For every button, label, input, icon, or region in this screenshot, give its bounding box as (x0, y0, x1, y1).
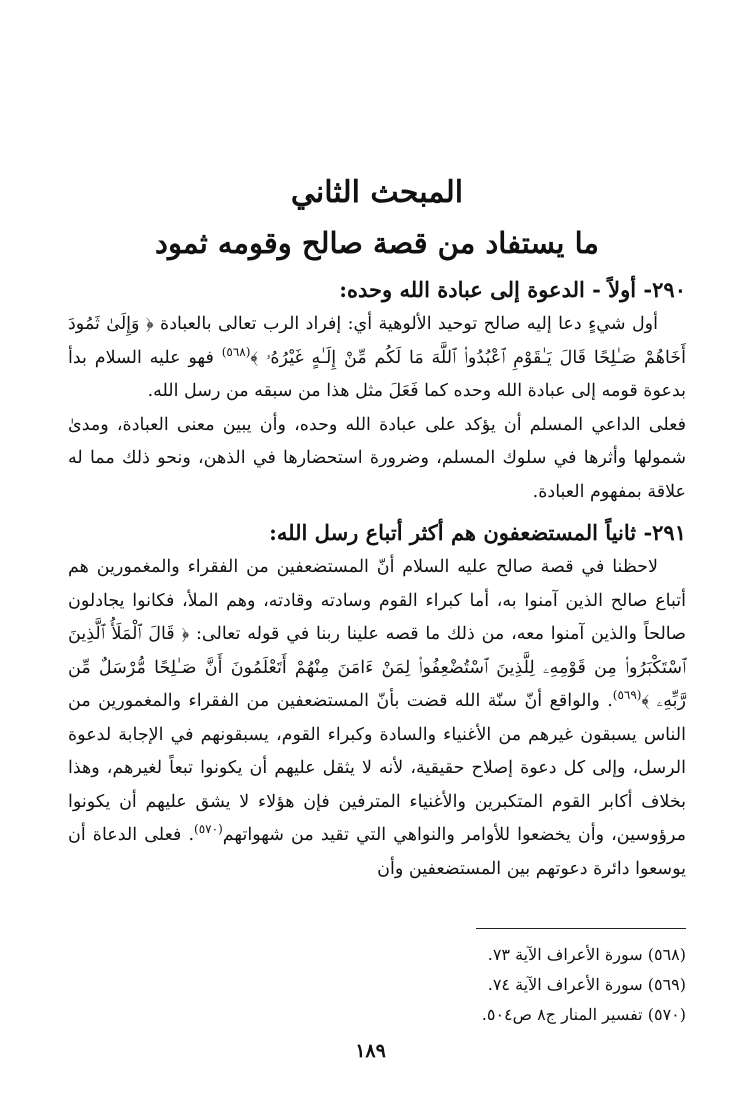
footnotes (286, 940, 686, 1030)
footnote-570: (٥٧٠) تفسير المنار ج٨ ص٥٠٤. (481, 1005, 686, 1024)
footnote-568: (٥٦٨) سورة الأعراف الآية ٧٣. (487, 945, 686, 964)
point-290-paragraph-2: فعلى الداعي المسلم أن يؤكد على عبادة الله وحده، وأن يبين معنى العبادة، ومدىٰ شمولها وأثرها في سلوك المسلم، وضرورة استحضارها في الذهن، ونحو ذلك مما له علاقة بمفهوم العبادة. (68, 414, 686, 502)
point-291-text-2: . والواقع أنّ سنّة الله قضت بأنّ المستضعفين من الفقراء والمغمورين من الناس يسبقون غيرهم من الأغنياء والسادة وكبراء القوم، يسبقونهم في الإجابة لدعوة الرسل، وإلى كل دعوة إصلاح حقيقية، لأنه لا يثقل عليهم أن يكونوا تبعاً لغيرهم، وهذا بخلاف أكابر القوم المتكبرين والأغنياء المترفين فإن هؤلاء لا يشق عليهم أن يكونوا مرؤوسين، وأن يخضعوا للأوامر والنواهي التي تقيد من شهواتهم (68, 691, 686, 845)
point-290-text-2: فهو عليه السلام بدأ بدعوة قومه إلى عبادة الله وحده كما فَعَلَ مثل هذا من سبقه من رسل الله. (68, 347, 686, 401)
point-290-heading: ٢٩٠- أولاً - الدعوة إلى عبادة الله وحده: (339, 277, 686, 302)
section-subtitle: ما يستفاد من قصة صالح وقومه ثمود (155, 226, 599, 260)
footnote-ref-568[interactable]: (٥٦٨) (221, 344, 251, 359)
section-title: المبحث الثاني (290, 175, 464, 210)
page-number: ١٨٩ (355, 1040, 386, 1062)
point-291-text-3: . فعلى الدعاة أن يوسعوا دائرة دعوتهم بين المستضعفين وأن (68, 825, 686, 879)
point-291-heading: ٢٩١- ثانياً المستضعفون هم أكثر أتباع رسل الله: (269, 520, 686, 545)
footnote-ref-570[interactable]: (٥٧٠) (194, 822, 223, 837)
footnote-divider (476, 928, 686, 929)
point-291-paragraph (68, 551, 686, 886)
quran-verse-568: ﴿ وَإِلَىٰ ثَمُودَ أَخَاهُمْ صَـٰلِحًا قَالَ يَـٰقَوْمِ ٱعْبُدُوا۟ ٱللَّهَ مَا لَكُم مِّنْ إِلَـٰهٍ غَيْرُهُۥ ﴾ (68, 314, 686, 368)
footnote-ref-569[interactable]: (٥٦٩) (612, 688, 642, 703)
footnote-569: (٥٦٩) سورة الأعراف الآية ٧٤. (487, 975, 686, 994)
point-290-text-1: أول شيءٍ دعا إليه صالح توحيد الألوهية أي: إفراد الرب تعالى بالعبادة (160, 314, 658, 334)
point-291-text-1: لاحظنا في قصة صالح عليه السلام أنّ المستضعفين من الفقراء والمغمورين هم أتباع صالح الذين آمنوا به، أما كبراء القوم وسادته وقادته، وهم الملأ، فكانوا يجادلون صالحاً والذين آمنوا معه، من ذلك ما قصه علينا ربنا في قوله تعالى: (68, 557, 686, 644)
point-290-paragraph-1 (68, 308, 686, 409)
quran-verse-569: ﴿ قَالَ ٱلْمَلَأُ ٱلَّذِينَ ٱسْتَكْبَرُوا۟ مِن قَوْمِهِۦ لِلَّذِينَ ٱسْتُضْعِفُوا۟ لِمَنْ ءَامَنَ مِنْهُمْ أَتَعْلَمُونَ أَنَّ صَـٰلِحًا مُّرْسَلٌ مِّن رَّبِّهِۦ ﴾ (68, 624, 686, 711)
page-body (68, 170, 686, 886)
